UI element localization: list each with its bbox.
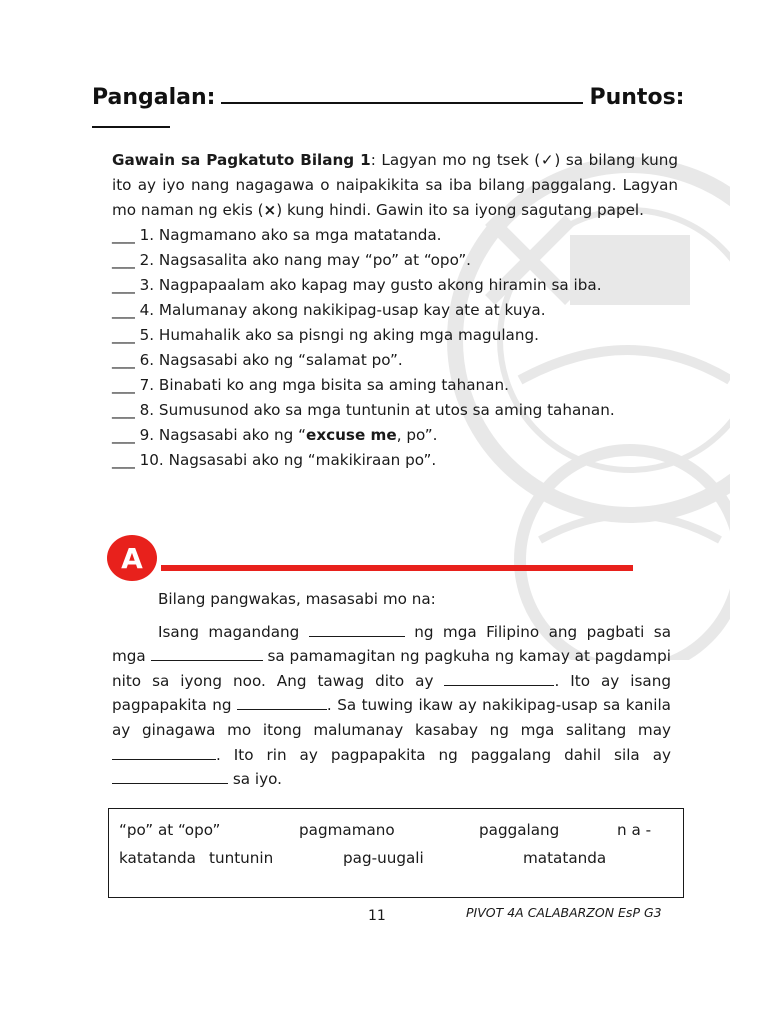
- answer-blank[interactable]: ___: [112, 401, 135, 419]
- fill-blank[interactable]: [309, 622, 405, 637]
- answer-blank[interactable]: ___: [112, 451, 135, 469]
- list-item: ___ 7. Binabati ko ang mga bisita sa aming tahanan.: [112, 376, 509, 394]
- word-bank-item: pag-uugali: [343, 849, 424, 867]
- list-item: ___ 6. Nagsasabi ako ng “salamat po”.: [112, 351, 403, 369]
- list-item: ___ 5. Humahalik ako sa pisngi ng aking mga magulang.: [112, 326, 539, 344]
- checklist: [112, 223, 678, 473]
- answer-blank[interactable]: ___: [112, 326, 135, 344]
- word-bank-item: “po” at “opo”: [119, 821, 221, 839]
- activity-title: Gawain sa Pagkatuto Bilang 1: [112, 151, 371, 169]
- name-blank[interactable]: [221, 84, 583, 104]
- answer-blank[interactable]: ___: [112, 251, 135, 269]
- fill-blank[interactable]: [151, 646, 263, 661]
- list-item: ___ 10. Nagsasabi ako ng “makikiraan po”.: [112, 451, 437, 469]
- fill-in-paragraph: Isang magandang ng mga Filipino ang pagbati sa mga sa pamamagitan ng pagkuha ng kamay at pagdampi nito sa iyong noo. Ang tawag dito ay . Ito ay isang pagpapakita ng . Sa tuwing ikaw ay nakikipag-usap sa kanila ay ginagawa mo itong malumanay kasabay ng mga salitang may . Ito rin ay pagpapakita ng paggalang dahil sila ay sa iyo.: [112, 622, 671, 789]
- answer-blank[interactable]: ___: [112, 351, 135, 369]
- word-bank-item: tuntunin: [209, 849, 274, 867]
- fill-blank[interactable]: [237, 695, 327, 710]
- word-bank-item: paggalang: [479, 821, 560, 839]
- instructions-text: : Lagyan mo ng tsek (✓) sa bilang kung ito ay iyo nang nagagawa o naipakikita sa iba bilang paggalang. Lagyan mo naman ng ekis (: [112, 151, 679, 219]
- list-item: ___ 4. Malumanay akong nakikipag-usap kay ate at kuya.: [112, 301, 546, 319]
- word-bank-item: n a -: [617, 821, 652, 839]
- list-item: ___ 8. Sumusunod ako sa mga tuntunin at utos sa aming tahanan.: [112, 401, 615, 419]
- closing-lead: Bilang pangwakas, masasabi mo na:: [158, 590, 436, 608]
- fill-blank[interactable]: [112, 769, 228, 784]
- fill-blank[interactable]: [112, 745, 216, 760]
- fill-blank[interactable]: [444, 671, 554, 686]
- word-bank-item: matatanda: [523, 849, 607, 867]
- list-item: ___ 3. Nagpapaalam ako kapag may gusto akong hiramin sa iba.: [112, 276, 602, 294]
- instructions: [112, 148, 678, 223]
- answer-blank[interactable]: ___: [112, 226, 135, 244]
- answer-blank[interactable]: ___: [112, 376, 135, 394]
- instructions-text-end: ) kung hindi. Gawin ito sa iyong sagutang papel.: [276, 201, 644, 219]
- list-item: ___ 2. Nagsasalita ako nang may “po” at “opo”.: [112, 251, 472, 269]
- section-a-badge: A: [107, 535, 157, 581]
- word-bank-item: pagmamano: [299, 821, 395, 839]
- name-label: Pangalan:: [92, 85, 216, 110]
- word-bank: [108, 808, 684, 898]
- list-item: ___ 9. Nagsasabi ako ng “excuse me, po”.: [112, 426, 438, 444]
- closing-section: [112, 587, 671, 792]
- answer-blank[interactable]: ___: [112, 426, 135, 444]
- footer-title: PIVOT 4A CALABARZON EsP G3: [466, 905, 662, 920]
- page-number: 11: [368, 908, 386, 924]
- section-a-bar: [161, 565, 633, 571]
- score-label: Puntos:: [589, 85, 685, 110]
- activity-section: [112, 148, 678, 473]
- list-item: ___ 1. Nagmamano ako sa mga matatanda.: [112, 226, 442, 244]
- worksheet-header: [92, 84, 692, 109]
- word-bank-item: katatanda: [119, 849, 196, 867]
- score-blank[interactable]: [92, 126, 170, 128]
- cross-symbol: ×: [263, 201, 277, 219]
- answer-blank[interactable]: ___: [112, 276, 135, 294]
- section-a-heading: [107, 535, 637, 581]
- answer-blank[interactable]: ___: [112, 301, 135, 319]
